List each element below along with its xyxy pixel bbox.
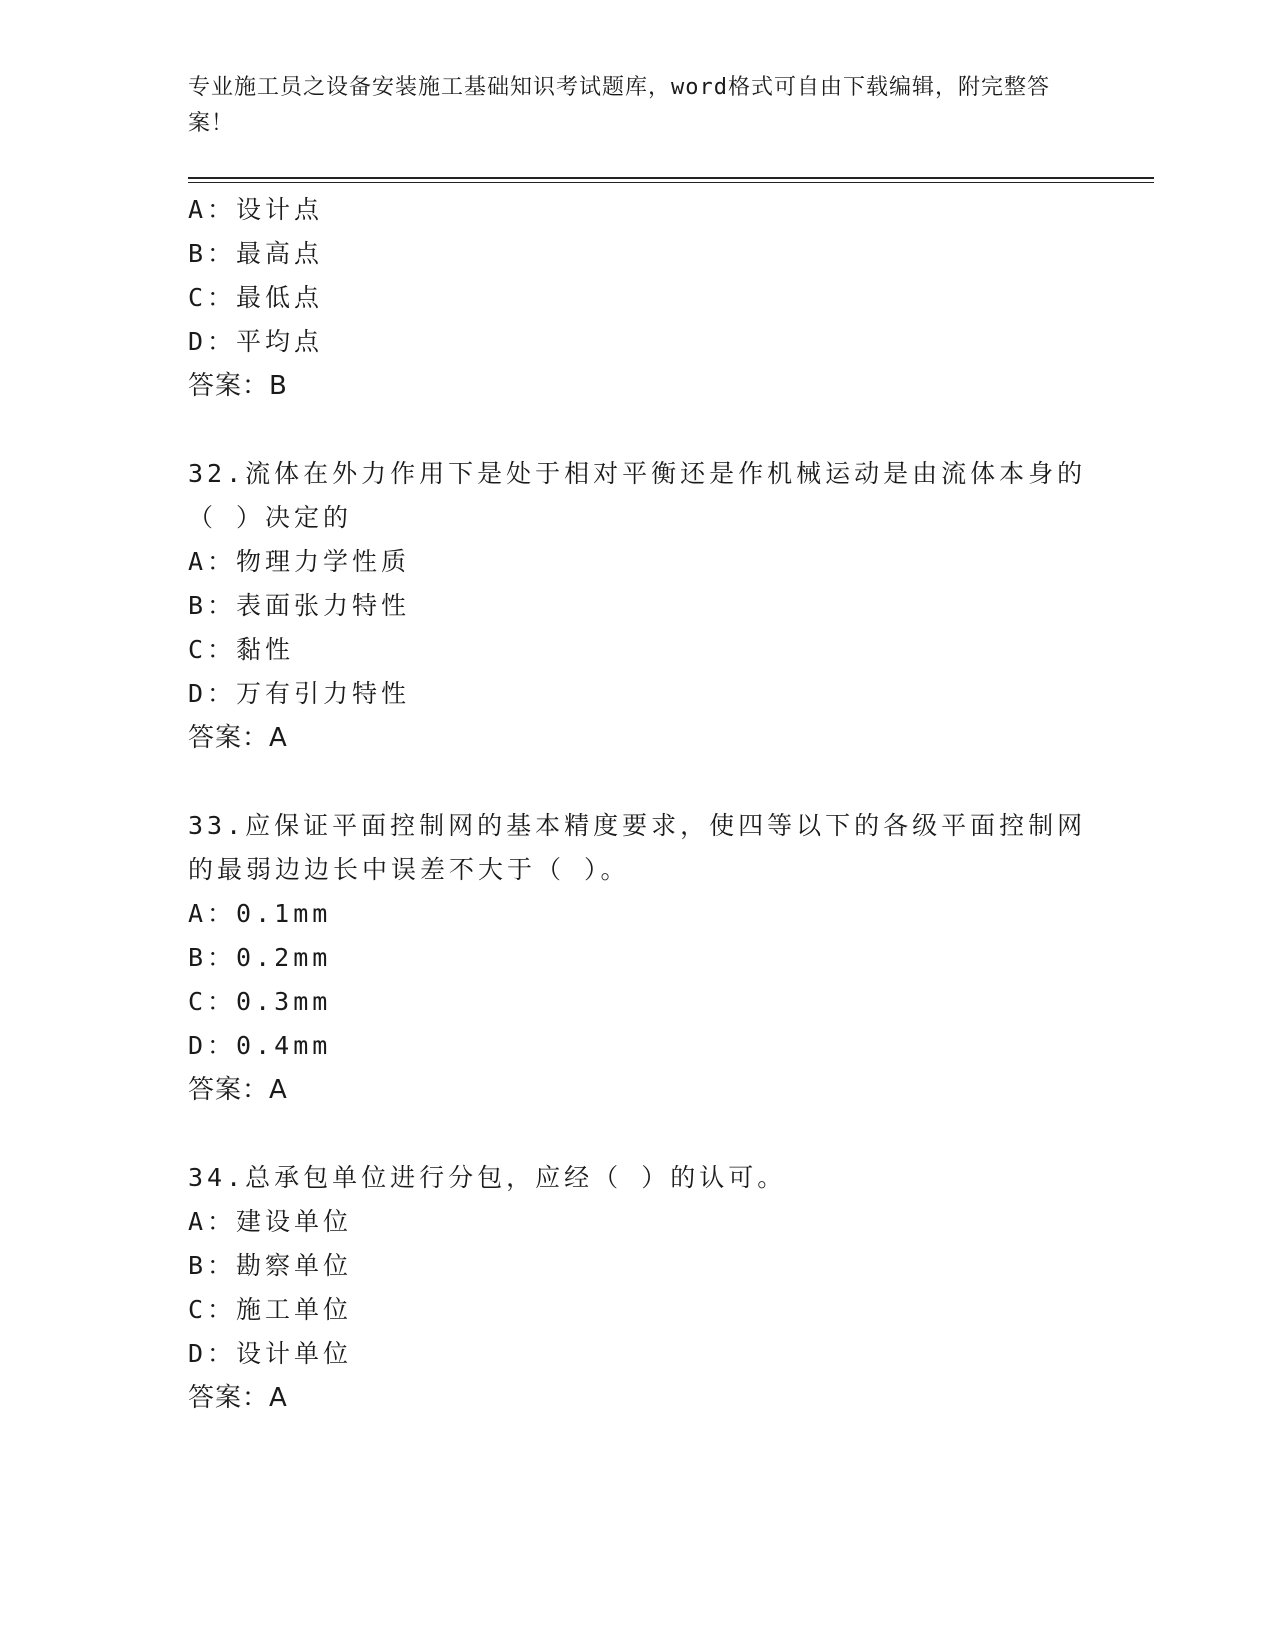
q34-option-d: D：设计单位: [188, 1339, 353, 1368]
document-header: 专业施工员之设备安装施工基础知识考试题库，word格式可自由下载编辑，附完整答案！: [188, 75, 1050, 136]
q33-answer: 答案：A: [188, 1075, 288, 1105]
q31-option-b: B：最高点: [188, 239, 324, 268]
q33-option-a: A：0.1mm: [188, 899, 332, 928]
q33-option-d: D：0.4mm: [188, 1031, 332, 1060]
q34-option-a: A：建设单位: [188, 1207, 353, 1236]
q31-option-d: D：平均点: [188, 327, 324, 356]
q33-option-b: B：0.2mm: [188, 943, 332, 972]
header-divider-thick: [188, 177, 1154, 179]
q34-answer: 答案：A: [188, 1383, 288, 1413]
q31-option-a: A：设计点: [188, 195, 324, 224]
q32-option-b: B：表面张力特性: [188, 591, 411, 620]
header-divider-thin: [188, 182, 1154, 183]
q32-stem-line-2: （ ）决定的: [188, 503, 353, 532]
q34-option-b: B：勘察单位: [188, 1251, 353, 1280]
q32-stem-line-1: 32.流体在外力作用下是处于相对平衡还是作机械运动是由流体本身的: [188, 459, 1087, 488]
q33-stem-line-1: 33.应保证平面控制网的基本精度要求，使四等以下的各级平面控制网: [188, 811, 1087, 840]
q32-option-d: D：万有引力特性: [188, 679, 411, 708]
q31-option-c: C：最低点: [188, 283, 324, 312]
q33-stem-line-2: 的最弱边边长中误差不大于（ ）。: [188, 855, 630, 884]
q34-stem-line-1: 34.总承包单位进行分包，应经（ ）的认可。: [188, 1163, 787, 1192]
q34-option-c: C：施工单位: [188, 1295, 353, 1324]
q32-option-c: C：黏性: [188, 635, 295, 664]
q32-answer: 答案：A: [188, 723, 288, 753]
q31-answer: 答案：B: [188, 371, 288, 401]
q32-option-a: A：物理力学性质: [188, 547, 411, 576]
q33-option-c: C：0.3mm: [188, 987, 332, 1016]
